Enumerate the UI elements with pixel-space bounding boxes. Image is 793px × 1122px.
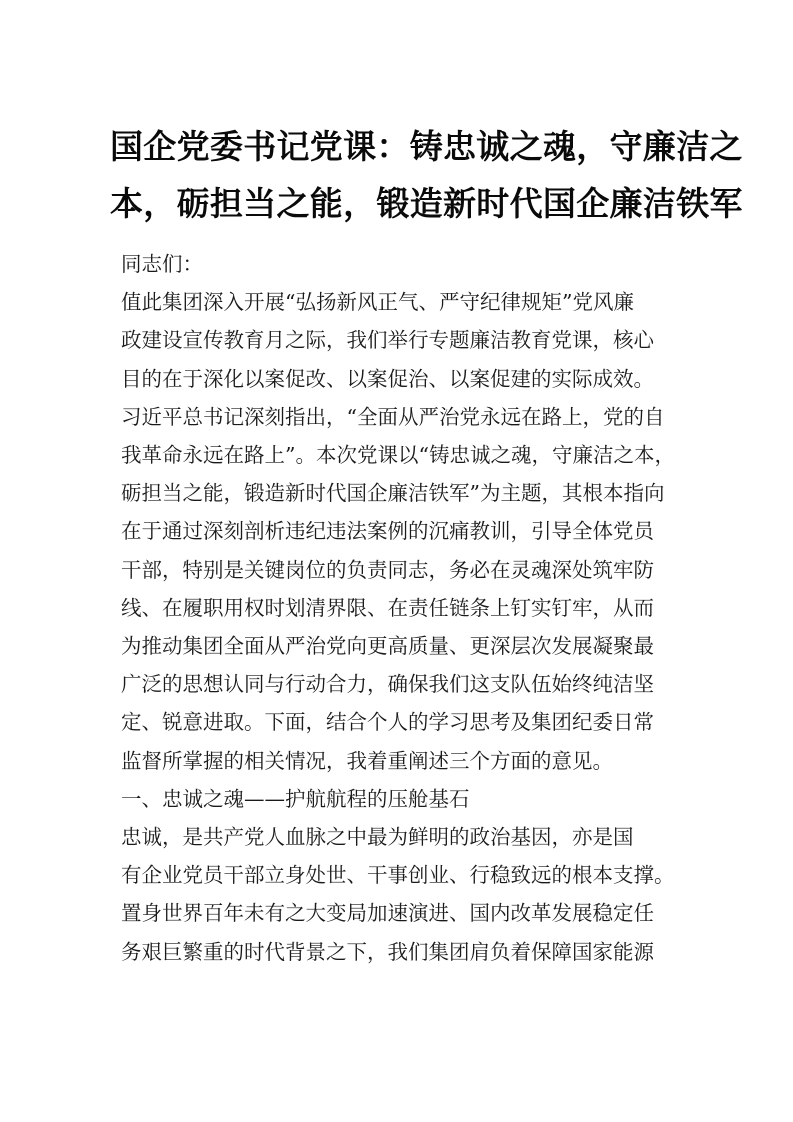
text-line: 在于通过深刻剖析违纪违法案例的沉痛教训，引导全体党员 — [121, 519, 654, 544]
text-line: 定、锐意进取。下面，结合个人的学习思考及集团纪委日常 — [121, 710, 654, 735]
text-line: 我革命永远在路上”。本次党课以“铸忠诚之魂，守廉洁之本， — [121, 443, 675, 468]
title-line: 本，砺担当之能，锻造新时代国企廉洁铁军 — [110, 184, 743, 223]
text-line: 政建设宣传教育月之际，我们举行专题廉洁教育党课，核心 — [121, 328, 654, 353]
document-title — [110, 118, 743, 232]
text-line: 干部，特别是关键岗位的负责同志，务必在灵魂深处筑牢防 — [121, 557, 654, 582]
greeting: 同志们： — [121, 252, 203, 276]
paragraph-intro — [121, 283, 677, 780]
text-line: 值此集团深入开展“弘扬新风正气、严守纪律规矩”党风廉 — [121, 290, 634, 315]
text-line: 有企业党员干部立身处世、干事创业、行稳致远的根本支撑。 — [121, 863, 675, 888]
title-line: 国企党委书记党课：铸忠诚之魂，守廉洁之 — [110, 127, 743, 166]
text-line: 线、在履职用权时划清界限、在责任链条上钉实钉牢，从而 — [121, 595, 654, 620]
text-line: 务艰巨繁重的时代背景之下，我们集团肩负着保障国家能源 — [121, 939, 654, 964]
text-line: 目的在于深化以案促改、以案促治、以案促建的实际成效。 — [121, 366, 654, 391]
document-body — [121, 245, 677, 971]
text-line: 忠诚，是共产党人血脉之中最为鲜明的政治基因，亦是国 — [121, 825, 634, 850]
text-line: 习近平总书记深刻指出，“全面从严治党永远在路上，党的自 — [121, 404, 665, 429]
text-line: 广泛的思想认同与行动合力，确保我们这支队伍始终纯洁坚 — [121, 672, 654, 697]
text-line: 监督所掌握的相关情况，我着重阐述三个方面的意见。 — [121, 748, 613, 773]
text-line: 置身世界百年未有之大变局加速演进、国内改革发展稳定任 — [121, 901, 654, 926]
text-line: 砺担当之能，锻造新时代国企廉洁铁军”为主题，其根本指向 — [121, 481, 665, 506]
text-line: 为推动集团全面从严治党向更高质量、更深层次发展凝聚最 — [121, 634, 654, 659]
paragraph-loyalty — [121, 818, 677, 971]
section-heading: 一、忠诚之魂——护航航程的压舱基石 — [121, 786, 470, 811]
